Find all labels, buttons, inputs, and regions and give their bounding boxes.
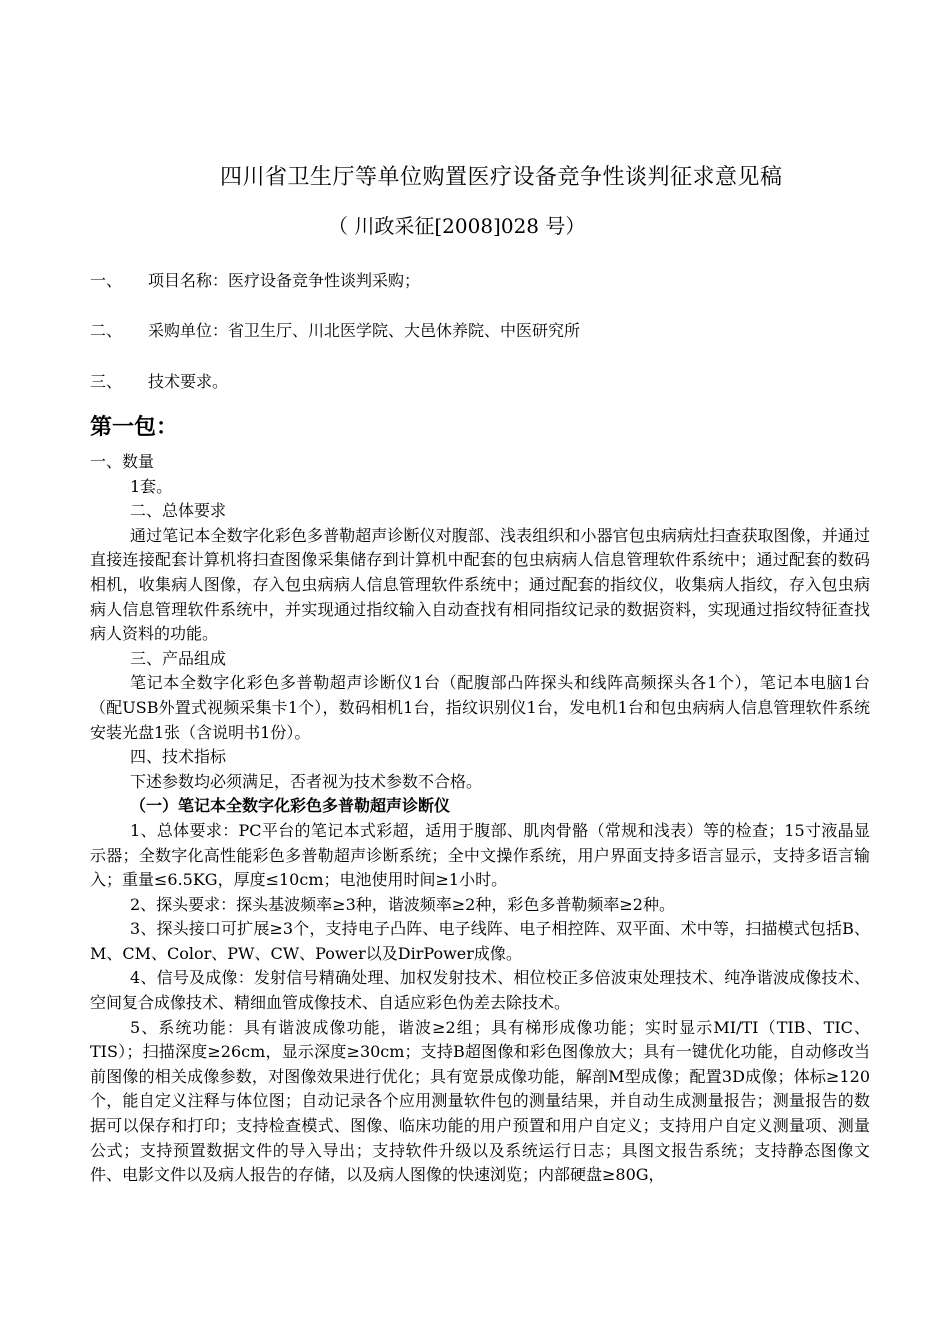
section-heading-specs: 四、技术指标 bbox=[130, 747, 227, 767]
paragraph-spec-3: 3、探头接口可扩展≥3个，支持电子凸阵、电子线阵、电子相控阵、双平面、术中等，扫描模式包括B、M、CM、Color、PW、CW、Power以及DirPower成像。 bbox=[90, 919, 870, 963]
item-number: 一、 bbox=[90, 271, 123, 290]
paragraph-specs-note: 下述参数均必须满足，否者视为技术参数不合格。 bbox=[130, 771, 483, 791]
item-technical-requirements bbox=[90, 369, 228, 392]
document-number: （ 川政采征[2008]028 号） bbox=[328, 214, 586, 238]
subsection-heading-ultrasound: （一）笔记本全数字化彩色多普勒超声诊断仪 bbox=[130, 796, 451, 816]
item-number: 二、 bbox=[90, 321, 123, 340]
paragraph-composition: 笔记本全数字化彩色多普勒超声诊断仪1台（配腹部凸阵探头和线阵高频探头各1个），笔记本电脑1台（配USB外置式视频采集卡1个），数码相机1台，指纹识别仪1台，发电机1台和包虫病病人信息管理软件系统安装光盘1张（含说明书1份）。 bbox=[90, 673, 870, 742]
section-heading-quantity: 一、数量 bbox=[90, 452, 155, 471]
document-body bbox=[90, 450, 870, 1188]
section-heading-general: 二、总体要求 bbox=[130, 501, 227, 521]
paragraph-quantity: 1套。 bbox=[130, 476, 173, 496]
item-purchaser bbox=[90, 318, 580, 341]
paragraph-spec-1: 1、总体要求：PC平台的笔记本式彩超，适用于腹部、肌肉骨骼（常规和浅表）等的检查；15寸液晶显示器；全数字化高性能彩色多普勒超声诊断系统；全中文操作系统，用户界面支持多语言显示，支持多语言输入；重量≤6.5KG，厚度≤10cm；电池使用时间≥1小时。 bbox=[90, 820, 870, 890]
package-heading: 第一包： bbox=[90, 415, 179, 440]
item-number: 三、 bbox=[90, 372, 123, 391]
section-heading-composition: 三、产品组成 bbox=[130, 648, 227, 668]
item-project-name bbox=[90, 268, 420, 291]
item-text: 项目名称：医疗设备竞争性谈判采购； bbox=[148, 271, 421, 290]
paragraph-spec-5: 5、系统功能：具有谐波成像功能，谐波≥2组；具有梯形成像功能；实时显示MI/TI（TIB、TIC、TIS）；扫描深度≥26cm，显示深度≥30cm；支持B超图像和彩色图像放大；具有一键优化功能，自动修改当前图像的相关成像参数，对图像效果进行优化；具有宽景成像功能，解剖M型成像；配置3D成像；体标≥120个，能自定义注释与体位图；自动记录各个应用测量软件包的测量结果，并自动生成测量报告；测量报告的数据可以保存和打印；支持检查模式、图像、临床功能的用户预置和用户自定义；支持用户自定义测量项、测量公式；支持预置数据文件的导入导出；支持软件升级以及系统运行日志；具图文报告系统；支持静态图像文件、电影文件以及病人报告的存储，以及病人图像的快速浏览；内部硬盘≥80G， bbox=[90, 1017, 870, 1185]
item-text: 采购单位：省卫生厅、川北医学院、大邑休养院、中医研究所 bbox=[148, 321, 581, 340]
paragraph-spec-2: 2、探头要求：探头基波频率≥3种，谐波频率≥2种，彩色多普勒频率≥2种。 bbox=[130, 894, 675, 914]
item-text: 技术要求。 bbox=[148, 372, 229, 391]
paragraph-spec-4: 4、信号及成像：发射信号精确处理、加权发射技术、相位校正多倍波束处理技术、纯净谐波成像技术、空间复合成像技术、精细血管成像技术、自适应彩色伪差去除技术。 bbox=[90, 968, 870, 1013]
document-title: 四川省卫生厅等单位购置医疗设备竞争性谈判征求意见稿 bbox=[220, 165, 783, 190]
paragraph-general: 通过笔记本全数字化彩色多普勒超声诊断仪对腹部、浅表组织和小器官包虫病病灶扫查获取图像，并通过直接连接配套计算机将扫查图像采集储存到计算机中配套的包虫病病人信息管理软件系统中；通过配套的数码相机，收集病人图像，存入包虫病病人信息管理软件系统中；通过配套的指纹仪，收集病人指纹，存入包虫病病人信息管理软件系统中，并实现通过指纹输入自动查找有相同指纹记录的数据资料，实现通过指纹特征查找病人资料的功能。 bbox=[90, 525, 870, 644]
